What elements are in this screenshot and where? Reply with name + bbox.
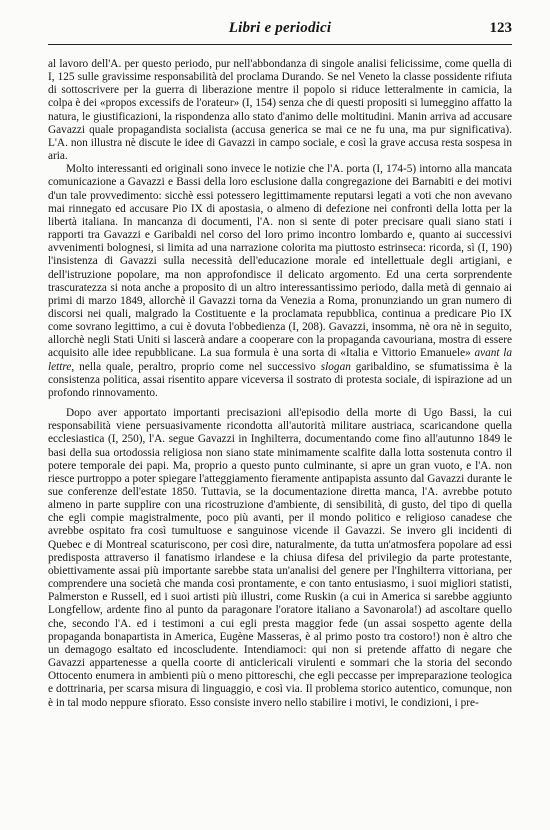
page-number: 123 xyxy=(489,20,512,36)
italic-phrase: avant la lettre xyxy=(48,347,512,373)
paragraph-text: , nella quale, peraltro, proprio come nel successivo xyxy=(71,360,321,373)
paragraph-2 xyxy=(48,163,512,400)
body-text xyxy=(48,58,512,710)
paragraph-text: Molto interessanti ed originali sono invece le notizie che l'A. porta (I, 174-5) intorno alla mancata comunicazione a Gavazzi e Bassi della loro esclusione dalla congregazione dei Barnabiti e dei motivi d'un tale provvedimento: sicchè essi potessero legittimamente reputarsi legati a voti che non avevano mai rinnegato ed accusare Pio IX di apostasia, o almeno di defezione nei confronti della lotta per la libertà italiana. In mancanza di documenti, l'A. non si sente di poter precisare quali siano stati i rapporti tra Gavazzi e Garibaldi nel corso del loro primo incontro lombardo e, quanto ai successivi avvenimenti bolognesi, si limita ad una narrazione colorita ma piuttosto estrinseca: ricorda, sì (I, 190) l'insistenza di Gavazzi sulla necessità dell'educazione morale ed intellettuale degli artigiani, e dell'istruzione popolare, ma non approfondisce il delicato argomento. Ed una certa sorprendente trascuratezza si nota anche a proposito di un altro interessantissimo periodo, dalla metà di gennaio ai primi di marzo 1849, allorchè il Gavazzi torna da Venezia a Roma, pronunziando un gran numero di discorsi nei quali, malgrado la Costituente e la proclamata repubblica, continua a predicare Pio IX come sovrano legittimo, a cui è dovuta l'obbedienza (I, 208). Gavazzi, insomma, nè ora nè in seguito, allorchè negli Stati Uniti si lascerà andare a cooperare con la propaganda cavouriana, mostra di essere acquisito alle idee repubblicane. La sua formula è una sorta di «Italia e Vittorio Emanuele» xyxy=(48,163,512,360)
paragraph-3 xyxy=(48,407,512,710)
paragraph-1 xyxy=(48,58,512,163)
running-header xyxy=(48,20,512,45)
running-title: Libri e periodici xyxy=(228,20,332,36)
paragraph-text: al lavoro dell'A. per questo periodo, pur nell'abbondanza di singole analisi felicissime, come quella di I, 125 sulle gravissime responsabilità del proclama Durando. Se nel Veneto la classe possidente rifiuta di sottoscrivere per la guerra di liberazione mentre il popolo si riduce letteralmente in camicia, la colpa è dei «propos excessifs de l'orateur» (I, 154) senza che di questi propositi si lumeggino affatto la natura, le giustificazioni, la rispondenza allo stato d'animo delle moltitudini. Manin arriva ad accusare Gavazzi quale propagandista socialista (accusa generica se mai ce ne fu una, ma pur significativa). L'A. non illustra nè discute le idee di Gavazzi in campo sociale, e così la grave accusa resta sospesa in aria. xyxy=(48,58,512,163)
paragraph-text: Dopo aver apportato importanti precisazioni all'episodio della morte di Ugo Bassi, la cui responsabilità viene persuasivamente ricondotta all'autorità militare austriaca, scaricandone quella ecclesiastica (I, 250), l'A. segue Gavazzi in Inghilterra, documentando come fino all'autunno 1849 le basi della sua ortodossia religiosa non siano state minimamente scalfite dalla lotta sostenuta contro il potere temporale dei papi. Ma, proprio a questo punto culminante, si apre un gran vuoto, e l'A. non riesce purtroppo a poter spiegare l'atteggiamento fieramente antipapista assunto dal Gavazzi durante le sue conferenze dell'estate 1850. Tuttavia, se la documentazione diretta manca, l'A. avrebbe potuto almeno in parte supplire con una ricostruzione d'ambiente, di sensibilità, di gusto, del tipo di quella che egli compie magistralmente, poco più avanti, per il mondo politico e religioso canadese che avrebbe ospitato fra così tumultuose e sanguinose vicende il Gavazzi. Se invero gli incidenti di Quebec e di Montreal scaturiscono, per così dire, naturalmente, da tutta un'atmosfera popolare ad essi predisposta attraverso il fanatismo irlandese e la chiusa difesa del privilegio da parte protestante, obiettivamente assai più importante sarebbe stata un'analisi del genere per l'Inghilterra vittoriana, per comprendere una società che manda così prontamente, e con tanto entusiasmo, i suoi migliori statisti, Palmerston e Russell, ed i suoi artisti più illustri, come Ruskin (a cui in America si sarebbe aggiunto Longfellow, ardente fino al punto da paragonare l'oratore italiano a Savonarola!) ad ascoltare quello che, secondo l'A. ed i testimoni a cui egli presta maggior fede (un assai sospetto agente della propaganda bonapartista in America, Eugène Masseras, è al primo posto tra costoro!) non è altro che un demagogo esaltato ed incoscludente. Intendiamoci: qui non si pretende affatto di negare che Gavazzi appartenesse a quella coorte di anticlericali virulenti e sommari che la storia del secondo Ottocento enumera in ambienti più o meno pittoreschi, che egli peccasse per impreparazione teologica e dottrinaria, per scarsa misura di linguaggio, e così via. Il problema storico autentico, comunque, non è in tal modo neppure sfiorato. Esso consiste invero nello stabilire i motivi, le condizioni, i pre- xyxy=(48,407,512,709)
italic-phrase: slogan xyxy=(320,360,351,373)
paragraph-text: garibaldino, se sfumatissima è la consistenza politica, assai risentito appare viceversa il sostrato di protesta sociale, di ispirazione ad un profondo rinnovamento. xyxy=(48,360,512,399)
